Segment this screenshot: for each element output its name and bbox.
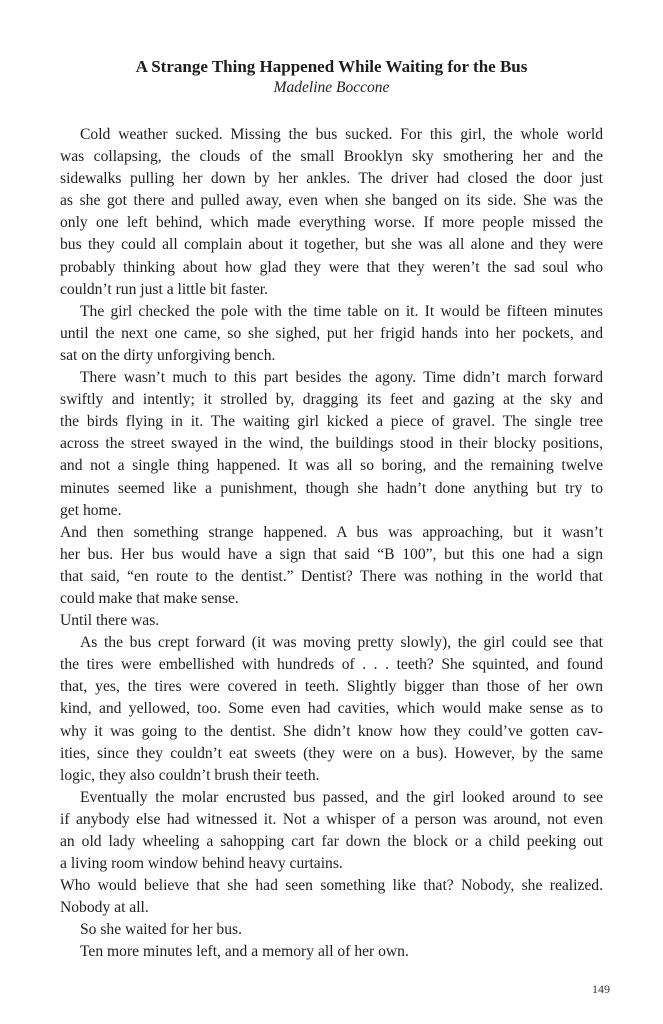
page-number: 149 bbox=[592, 982, 610, 996]
story-author: Madeline Boccone bbox=[273, 79, 390, 96]
text-line: that, yes, the tires were covered in teeth. Slightly bigger than those of her own bbox=[60, 678, 603, 696]
text-line: get home. bbox=[60, 501, 122, 519]
text-line: across the street swayed in the wind, the buildings stood in their blocky positions, bbox=[60, 435, 603, 453]
text-line: until the next one came, so she sighed, put her frigid hands into her pockets, and bbox=[60, 324, 603, 342]
text-line: Who would believe that she had seen something like that? Nobody, she realized. bbox=[60, 877, 603, 895]
text-line: minutes seemed like a punishment, though she hadn’t done anything but try to bbox=[60, 479, 603, 497]
text-line: her bus. Her bus would have a sign that said “B 100”, but this one had a sign bbox=[60, 545, 603, 563]
text-line: and not a single thing happened. It was all so boring, and the remaining twelve bbox=[60, 457, 603, 475]
text-line: why it was going to the dentist. She didn’t know how they could’ve gotten cav- bbox=[60, 722, 603, 740]
text-line: Nobody at all. bbox=[60, 899, 149, 917]
text-line: as she got there and pulled away, even when she banged on its side. She was the bbox=[60, 192, 603, 210]
text-line: The girl checked the pole with the time table on it. It would be fifteen minutes bbox=[80, 302, 603, 320]
text-line: the tires were embellished with hundreds of . . . teeth? She squinted, and found bbox=[60, 656, 603, 674]
text-line: There wasn’t much to this part besides the agony. Time didn’t march forward bbox=[80, 369, 603, 387]
text-line: As the bus crept forward (it was moving pretty slowly), the girl could see that bbox=[80, 634, 603, 652]
text-line: a living room window behind heavy curtains. bbox=[60, 855, 343, 873]
text-line: sidewalks pulling her down by her ankles. The driver had closed the door just bbox=[60, 170, 603, 188]
text-line: the birds flying in it. The waiting girl kicked a piece of gravel. The single tree bbox=[60, 413, 603, 431]
text-line: probably thinking about how glad they were that they weren’t the sad soul who bbox=[60, 258, 603, 276]
text-line: sat on the dirty unforgiving bench. bbox=[60, 346, 276, 364]
text-line: was collapsing, the clouds of the small Brooklyn sky smothering her and the bbox=[60, 148, 603, 166]
text-line: kind, and yellowed, too. Some even had cavities, which would make sense as to bbox=[60, 700, 603, 718]
story-title: A Strange Thing Happened While Waiting for the Bus bbox=[135, 57, 528, 76]
story-body bbox=[60, 124, 603, 964]
text-line: Cold weather sucked. Missing the bus sucked. For this girl, the whole world bbox=[80, 126, 603, 143]
text-line: if anybody else had witnessed it. Not a whisper of a person was around, not even bbox=[60, 810, 603, 828]
text-line: Ten more minutes left, and a memory all of her own. bbox=[80, 943, 409, 961]
text-line: logic, they also couldn’t brush their teeth. bbox=[60, 766, 320, 784]
text-line: that said, “en route to the dentist.” Dentist? There was nothing in the world that bbox=[60, 567, 603, 585]
text-line: So she waited for her bus. bbox=[80, 921, 242, 939]
text-line: Eventually the molar encrusted bus passed, and the girl looked around to see bbox=[80, 788, 603, 806]
text-line: could make that make sense. bbox=[60, 589, 239, 607]
text-line: ities, since they couldn’t eat sweets (they were on a bus). However, by the same bbox=[60, 744, 603, 762]
text-line: an old lady wheeling a sahopping cart far down the block or a child peeking out bbox=[60, 833, 603, 850]
text-line: Until there was. bbox=[60, 612, 160, 630]
text-line: couldn’t run just a little bit faster. bbox=[60, 280, 269, 298]
text-line: bus they could all complain about it together, but she was all alone and they were bbox=[60, 236, 603, 254]
text-line: swiftly and intently; it strolled by, dragging its feet and gazing at the sky and bbox=[60, 391, 603, 409]
text-line: And then something strange happened. A bus was approaching, but it wasn’t bbox=[60, 523, 603, 541]
text-line: only one left behind, which made everything worse. If more people missed the bbox=[60, 214, 603, 232]
